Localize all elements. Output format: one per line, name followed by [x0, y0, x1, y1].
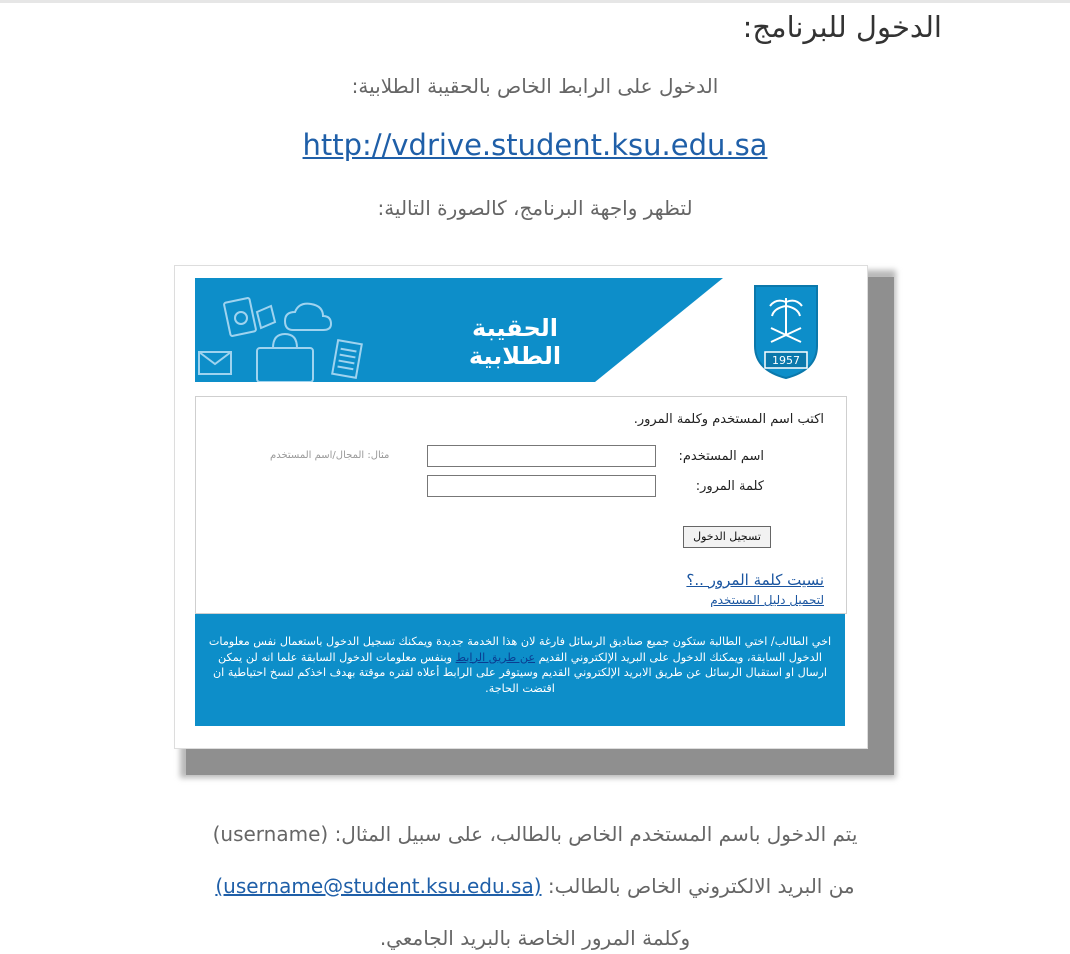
- username-example: (username): [212, 822, 329, 846]
- email-instruction-ar: من البريد الالكتروني الخاص بالطالب:: [547, 874, 855, 898]
- notice-link[interactable]: عن طريق الرابط: [455, 650, 536, 664]
- login-form: [195, 396, 847, 614]
- username-instruction: [0, 822, 1070, 846]
- ksu-logo: [751, 278, 821, 382]
- intro-text: [0, 74, 1070, 98]
- banner: [195, 278, 845, 382]
- forgot-password-link[interactable]: نسيت كلمة المرور ..؟: [686, 571, 824, 589]
- username-label: اسم المستخدم:: [678, 449, 764, 464]
- form-instruction: اكتب اسم المستخدم وكلمة المرور.: [633, 412, 824, 427]
- interface-text: [0, 196, 1070, 220]
- username-field[interactable]: [427, 445, 656, 467]
- login-screenshot: [174, 265, 868, 749]
- password-instruction: [0, 926, 1070, 950]
- password-instruction-text: وكلمة المرور الخاصة بالبريد الجامعي.: [379, 926, 691, 950]
- email-instruction: [0, 874, 1070, 898]
- password-field[interactable]: [427, 475, 656, 497]
- notice-text-after: وبنفس معلومات الدخول السابقة علما انه لن يمكن ارسال او استقبال الرسائل عن طريق الابريد الإلكتروني القديم وسيتوفر على الرابط أعلاه لفتره موقتة بهدف اخذكم لنسخ احتياطية ان اقتضت الحاجة.: [212, 650, 828, 695]
- user-guide-link[interactable]: لتحميل دليل المستخدم: [710, 593, 824, 607]
- banner-title: الحقيبة الطلابية: [468, 314, 562, 370]
- password-label: كلمة المرور:: [695, 479, 764, 494]
- section-heading: الدخول للبرنامج:: [742, 10, 942, 44]
- portal-link[interactable]: http://vdrive.student.ksu.edu.sa: [302, 128, 768, 162]
- top-divider: [0, 0, 1070, 3]
- username-instruction-ar: يتم الدخول باسم المستخدم الخاص بالطالب، على سبيل المثال:: [334, 822, 858, 846]
- notice-panel: [195, 614, 845, 726]
- intro-text-span: الدخول على الرابط الخاص بالحقيبة الطلابية:: [351, 74, 719, 98]
- logo-year: 1957: [772, 354, 800, 367]
- notice-text-before: اخي الطالب/ اختي الطالبة ستكون جميع صناديق الرسائل فارغة لان هذا الخدمة جديدة ويمكنك تسجيل الدخول باستعمال نفس معلومات الدخول السابقة، ويمكنك الدخول على البريد الإلكتروني القديم: [208, 635, 832, 664]
- username-hint: مثال: المجال/اسم المستخدم: [270, 450, 390, 461]
- interface-text-span: لتظهر واجهة البرنامج، كالصورة التالية:: [377, 196, 693, 220]
- login-button[interactable]: تسجيل الدخول: [683, 526, 771, 548]
- notice-text: [205, 634, 835, 696]
- portal-link-wrapper: [0, 128, 1070, 162]
- student-email-link[interactable]: (username@student.ksu.edu.sa): [215, 874, 542, 898]
